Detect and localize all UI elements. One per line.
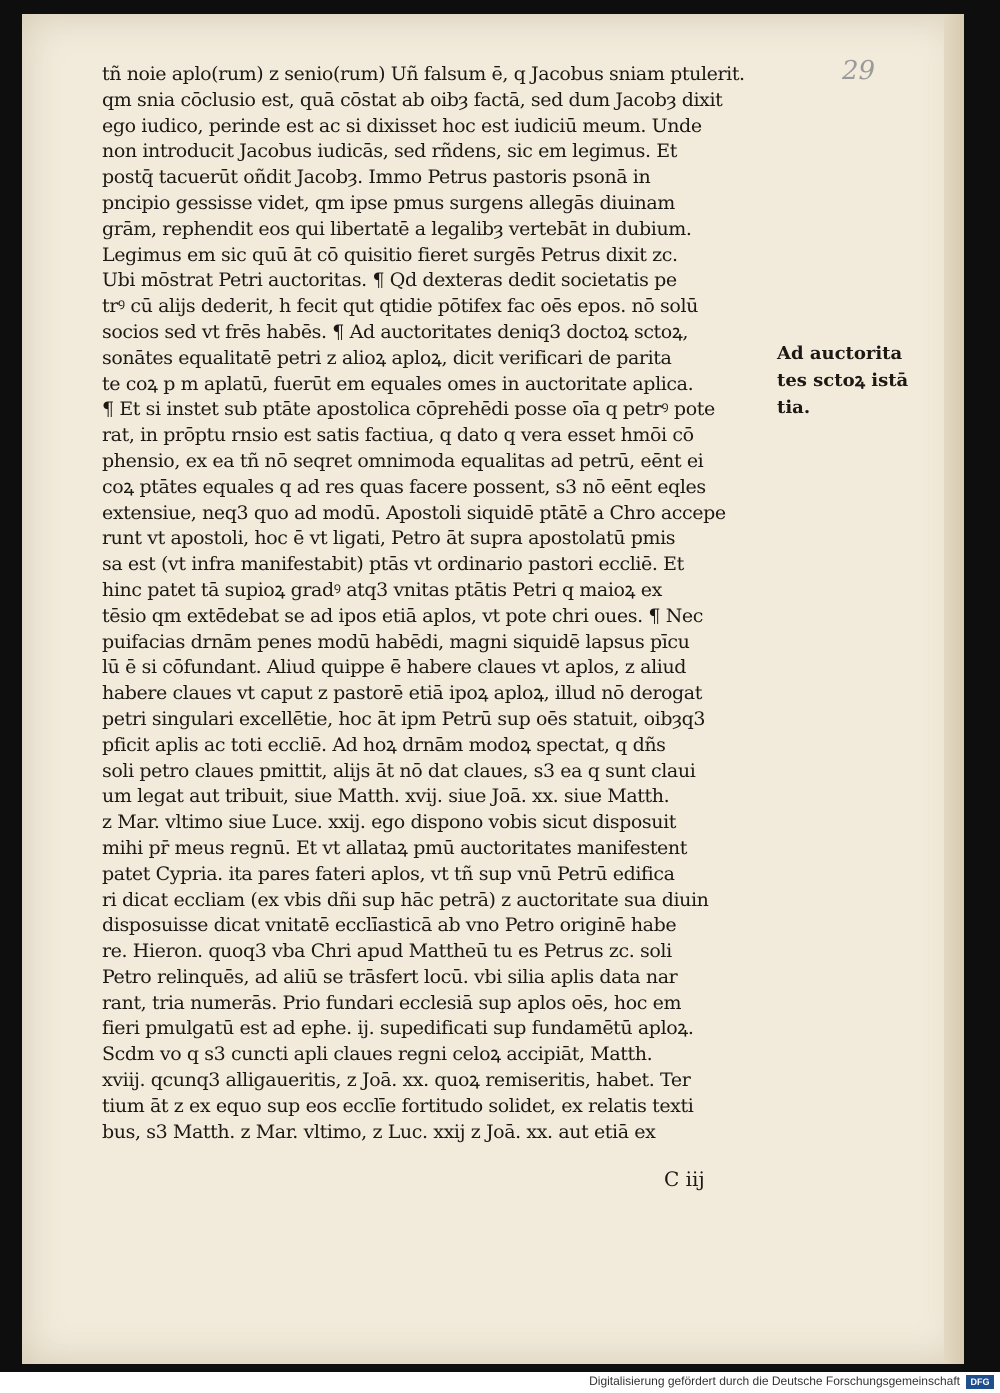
text-line: habere claues vt caput z pastorē etiā ipoꝝ aploꝝ, illud nō derogat bbox=[102, 682, 702, 705]
text-line: disposuisse dicat vnitatē ecclīasticā ab vno Petro originē habe bbox=[102, 914, 677, 937]
text-line: mihi pr̄ meus regnū. Et vt allataꝝ pmū auctoritates manifestent bbox=[102, 836, 687, 859]
text-line: sa est (vt infra manifestabit) ptās vt ordinario pastori eccliē. Et bbox=[102, 553, 684, 576]
marginal-note-line: tes sctoꝝ istā bbox=[777, 370, 909, 391]
footer-bar bbox=[0, 1372, 1000, 1393]
signature-mark: C iij bbox=[664, 1167, 705, 1191]
text-line: coꝝ ptātes equales q ad res quas facere possent, s3 nō eēnt eqles bbox=[102, 475, 706, 498]
text-line: puifacias drnām penes modū habēdi, magni siquidē lapsus pīcu bbox=[102, 630, 690, 653]
text-line: rant, tria numerās. Prio fundari ecclesiā sup aplos oēs, hoc em bbox=[102, 991, 682, 1014]
dfg-logo-icon: DFG bbox=[966, 1375, 994, 1389]
text-line: Petro relinquēs, ad aliū se trāsfert locū. vbi silia aplis data nar bbox=[102, 965, 678, 988]
text-line: ego iudico, perinde est ac si dixisset hoc est iudiciū meum. Unde bbox=[102, 114, 702, 137]
text-line: Scdm vo q s3 cuncti apli claues regni celoꝝ accipiāt, Matth. bbox=[102, 1043, 653, 1066]
marginal-note bbox=[777, 340, 952, 421]
text-line: tium āt z ex equo sup eos ecclīe fortitudo solidet, ex relatis texti bbox=[102, 1094, 694, 1117]
text-line: grām, rephendit eos qui libertatē a legalibȝ vertebāt in dubium. bbox=[102, 217, 692, 240]
text-line: xviij. qcunq3 alligaueritis, z Joā. xx. quoꝝ remiseritis, habet. Ter bbox=[102, 1069, 691, 1092]
text-line: tñ noie aplo(rum) z senio(rum) Uñ falsum ē, q Jacobus sniam ptulerit. bbox=[102, 63, 745, 85]
text-line: socios sed vt frēs habēs. ¶ Ad auctoritates deniq3 doctoꝝ sctoꝝ, bbox=[102, 320, 689, 343]
text-line: postq̄ tacuerūt oñdit Jacobȝ. Immo Petrus pastoris psonā in bbox=[102, 166, 651, 189]
page-edge bbox=[944, 14, 964, 1364]
text-line: rat, in prōptu rnsio est satis factiua, q dato q vera esset hmōi cō bbox=[102, 424, 694, 447]
text-line: fieri pmulgatū est ad ephe. ij. supedificati sup fundamētū aploꝝ. bbox=[102, 1017, 694, 1040]
text-line: extensiue, neq3 quo ad modū. Apostoli siquidē ptātē a Chro accepe bbox=[102, 501, 726, 524]
text-line: ri dicat eccliam (ex vbis dñi sup hāc petrā) z auctoritate sua diuin bbox=[102, 888, 709, 911]
funding-credit: Digitalisierung gefördert durch die Deutsche Forschungsgemeinschaft bbox=[589, 1374, 960, 1388]
text-line: qm snia cōclusio est, quā cōstat ab oibȝ factā, sed dum Jacobȝ dixit bbox=[102, 88, 723, 111]
text-line: te coꝝ p m aplatū, fuerūt em equales omes in auctoritate aplica. bbox=[102, 372, 694, 395]
text-line: ¶ Et si instet sub ptāte apostolica cōprehēdi posse oīa q petrꝰ pote bbox=[102, 398, 715, 421]
text-line: non introducit Jacobus iudicās, sed rñdens, sic em legimus. Et bbox=[102, 140, 677, 163]
text-line: runt vt apostoli, hoc ē vt ligati, Petro āt supra apostolatū pmis bbox=[102, 527, 676, 550]
text-line: um legat aut tribuit, siue Matth. xvij. siue Joā. xx. siue Matth. bbox=[102, 785, 670, 808]
text-line: bus, s3 Matth. z Mar. vltimo, z Luc. xxij z Joā. xx. aut etiā ex bbox=[102, 1120, 656, 1143]
folio-number: 29 bbox=[842, 56, 876, 86]
text-line: hinc patet tā supioꝝ gradꝰ atq3 vnitas ptātis Petri q maioꝝ ex bbox=[102, 578, 662, 601]
text-line: phensio, ex ea tñ nō seqret omnimoda equalitas ad petrū, eēnt ei bbox=[102, 449, 704, 472]
text-line: z Mar. vltimo siue Luce. xxij. ego dispono vobis sicut disposuit bbox=[102, 811, 677, 834]
text-line: lū ē si cōfundant. Aliud quippe ē habere claues vt aplos, z aliud bbox=[102, 656, 687, 679]
text-line: trꝰ cū alijs dederit, h fecit qut qtidie pōtifex fac oēs epos. nō solū bbox=[102, 295, 698, 318]
text-line: pficit aplis ac toti eccliē. Ad hoꝝ drnām modoꝝ spectat, q dñs bbox=[102, 733, 666, 756]
text-line: Ubi mōstrat Petri auctoritas. ¶ Qd dexteras dedit societatis pe bbox=[102, 269, 677, 292]
text-line: sonātes equalitatē petri z alioꝝ aploꝝ, dicit verificari de parita bbox=[102, 346, 672, 369]
text-line: Legimus em sic quū āt cō quisitio fieret surgēs Petrus dixit zc. bbox=[102, 243, 678, 266]
text-block bbox=[102, 62, 778, 1145]
text-line: soli petro claues pmittit, alijs āt nō dat claues, s3 ea q sunt claui bbox=[102, 759, 696, 782]
book-page bbox=[22, 14, 964, 1364]
marginal-note-line: tia. bbox=[777, 397, 811, 418]
text-line: tēsio qm extēdebat se ad ipos etiā aplos, vt pote chri oues. ¶ Nec bbox=[102, 604, 703, 627]
marginal-note-line: Ad auctorita bbox=[777, 343, 903, 364]
text-line: patet Cypria. ita pares fateri aplos, vt tñ sup vnū Petrū edifica bbox=[102, 862, 675, 885]
text-line: pncipio gessisse videt, qm ipse pmus surgens allegās diuinam bbox=[102, 191, 675, 214]
text-line: re. Hieron. quoq3 vba Chri apud Mattheū tu es Petrus zc. soli bbox=[102, 940, 672, 963]
text-line: petri singulari excellētie, hoc āt ipm Petrū sup oēs statuit, oibȝq3 bbox=[102, 707, 706, 730]
